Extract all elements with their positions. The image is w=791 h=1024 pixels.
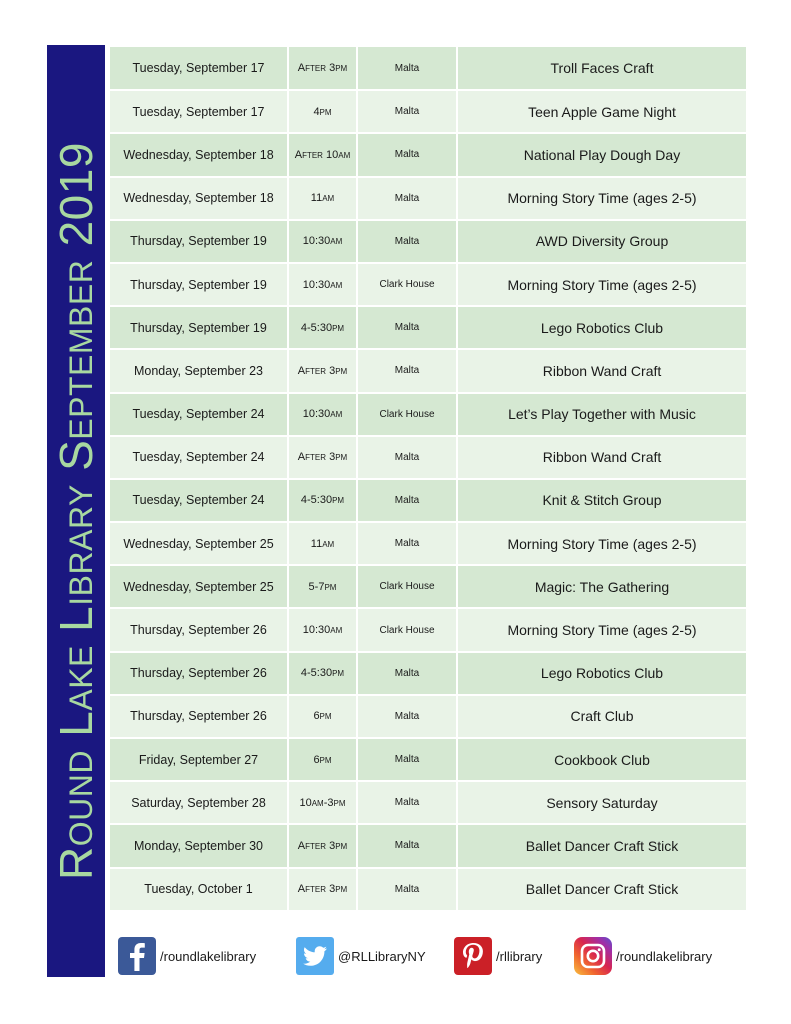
event-name: Ribbon Wand Craft: [457, 349, 746, 392]
event-name: Morning Story Time (ages 2-5): [457, 608, 746, 651]
table-row: [110, 133, 746, 176]
event-location: Clark House: [357, 393, 457, 436]
event-location: Malta: [357, 349, 457, 392]
event-time: After 3pm: [288, 824, 357, 867]
event-location: Clark House: [357, 263, 457, 306]
event-name: Morning Story Time (ages 2-5): [457, 177, 746, 220]
event-name: National Play Dough Day: [457, 133, 746, 176]
event-name: Lego Robotics Club: [457, 652, 746, 695]
event-name: Troll Faces Craft: [457, 47, 746, 90]
facebook-icon: [118, 937, 156, 975]
event-location: Malta: [357, 868, 457, 911]
event-location: Malta: [357, 133, 457, 176]
twitter-handle: @RLLibraryNY: [338, 948, 426, 964]
event-location: Malta: [357, 652, 457, 695]
event-date: Thursday, September 26: [110, 652, 288, 695]
event-name: Let’s Play Together with Music: [457, 393, 746, 436]
table-row: [110, 479, 746, 522]
event-time: 4-5:30pm: [288, 652, 357, 695]
event-time: 6pm: [288, 738, 357, 781]
event-name: Teen Apple Game Night: [457, 90, 746, 133]
event-date: Tuesday, September 24: [110, 479, 288, 522]
event-date: Thursday, September 19: [110, 306, 288, 349]
event-date: Monday, September 23: [110, 349, 288, 392]
table-row: [110, 522, 746, 565]
table-row: [110, 695, 746, 738]
event-time: 11am: [288, 177, 357, 220]
event-location: Malta: [357, 522, 457, 565]
event-location: Malta: [357, 220, 457, 263]
table-row: [110, 436, 746, 479]
event-time: After 3pm: [288, 349, 357, 392]
event-location: Malta: [357, 177, 457, 220]
table-row: [110, 781, 746, 824]
event-time: 10am-3pm: [288, 781, 357, 824]
twitter-icon: [296, 937, 334, 975]
vertical-banner: [47, 45, 105, 977]
twitter-link[interactable]: [296, 936, 426, 976]
event-time: 4pm: [288, 90, 357, 133]
event-time: 6pm: [288, 695, 357, 738]
table-row: [110, 738, 746, 781]
table-row: [110, 652, 746, 695]
event-date: Tuesday, September 24: [110, 393, 288, 436]
event-time: 10:30am: [288, 608, 357, 651]
table-row: [110, 263, 746, 306]
event-name: Craft Club: [457, 695, 746, 738]
event-time: 10:30am: [288, 393, 357, 436]
event-name: Lego Robotics Club: [457, 306, 746, 349]
events-table: [110, 47, 746, 912]
event-location: Malta: [357, 306, 457, 349]
event-date: Thursday, September 19: [110, 220, 288, 263]
table-row: [110, 47, 746, 90]
event-time: After 3pm: [288, 868, 357, 911]
event-name: AWD Diversity Group: [457, 220, 746, 263]
table-row: [110, 349, 746, 392]
event-location: Malta: [357, 824, 457, 867]
event-time: 5-7pm: [288, 565, 357, 608]
event-date: Tuesday, September 24: [110, 436, 288, 479]
event-date: Tuesday, September 17: [110, 90, 288, 133]
table-row: [110, 565, 746, 608]
banner-title: Round Lake Library September 2019: [50, 142, 102, 880]
pinterest-handle: /rllibrary: [496, 948, 543, 964]
table-row: [110, 90, 746, 133]
event-date: Wednesday, September 25: [110, 522, 288, 565]
social-footer: [118, 934, 746, 978]
table-row: [110, 868, 746, 911]
event-date: Wednesday, September 18: [110, 133, 288, 176]
event-date: Thursday, September 19: [110, 263, 288, 306]
event-name: Ballet Dancer Craft Stick: [457, 824, 746, 867]
event-location: Malta: [357, 436, 457, 479]
table-row: [110, 220, 746, 263]
event-location: Malta: [357, 695, 457, 738]
event-location: Malta: [357, 738, 457, 781]
event-time: After 10am: [288, 133, 357, 176]
event-name: Morning Story Time (ages 2-5): [457, 263, 746, 306]
event-name: Knit & Stitch Group: [457, 479, 746, 522]
table-row: [110, 177, 746, 220]
event-name: Ribbon Wand Craft: [457, 436, 746, 479]
table-row: [110, 393, 746, 436]
table-row: [110, 824, 746, 867]
event-date: Tuesday, September 17: [110, 47, 288, 90]
event-location: Clark House: [357, 608, 457, 651]
event-time: After 3pm: [288, 47, 357, 90]
event-date: Thursday, September 26: [110, 608, 288, 651]
event-location: Clark House: [357, 565, 457, 608]
event-date: Saturday, September 28: [110, 781, 288, 824]
event-time: After 3pm: [288, 436, 357, 479]
event-name: Sensory Saturday: [457, 781, 746, 824]
event-name: Ballet Dancer Craft Stick: [457, 868, 746, 911]
event-date: Thursday, September 26: [110, 695, 288, 738]
event-location: Malta: [357, 90, 457, 133]
instagram-icon: [574, 937, 612, 975]
event-date: Monday, September 30: [110, 824, 288, 867]
facebook-link[interactable]: [118, 936, 256, 976]
event-name: Magic: The Gathering: [457, 565, 746, 608]
event-location: Malta: [357, 47, 457, 90]
event-date: Wednesday, September 18: [110, 177, 288, 220]
instagram-link[interactable]: [574, 936, 712, 976]
event-location: Malta: [357, 781, 457, 824]
event-time: 11am: [288, 522, 357, 565]
event-time: 10:30am: [288, 263, 357, 306]
table-row: [110, 306, 746, 349]
event-time: 4-5:30pm: [288, 479, 357, 522]
instagram-handle: /roundlakelibrary: [616, 948, 713, 964]
event-date: Tuesday, October 1: [110, 868, 288, 911]
event-name: Cookbook Club: [457, 738, 746, 781]
event-date: Friday, September 27: [110, 738, 288, 781]
event-location: Malta: [357, 479, 457, 522]
table-row: [110, 608, 746, 651]
pinterest-link[interactable]: [454, 936, 542, 976]
facebook-handle: /roundlakelibrary: [160, 948, 257, 964]
pinterest-icon: [454, 937, 492, 975]
event-time: 4-5:30pm: [288, 306, 357, 349]
event-date: Wednesday, September 25: [110, 565, 288, 608]
event-time: 10:30am: [288, 220, 357, 263]
event-name: Morning Story Time (ages 2-5): [457, 522, 746, 565]
